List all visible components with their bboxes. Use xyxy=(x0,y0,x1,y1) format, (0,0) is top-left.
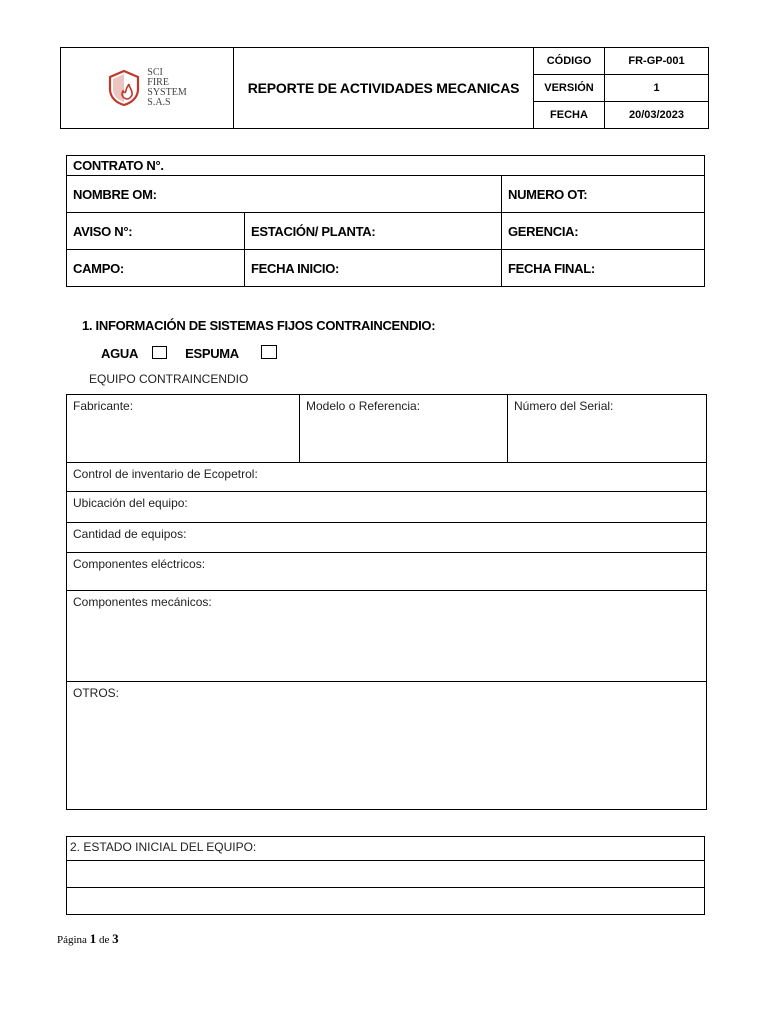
page-number: 1 xyxy=(89,931,97,946)
document-header xyxy=(60,47,709,129)
gerencia-field[interactable]: GERENCIA: xyxy=(502,213,705,250)
fecha-label: FECHA xyxy=(534,102,605,129)
equipo-label: EQUIPO CONTRAINCENDIO xyxy=(89,372,249,386)
fecha-final-field[interactable]: FECHA FINAL: xyxy=(502,250,705,287)
codigo-label: CÓDIGO xyxy=(534,48,605,75)
estado-inicial-line[interactable] xyxy=(67,888,705,915)
estado-inicial-line[interactable] xyxy=(67,861,705,888)
aviso-field[interactable]: AVISO N°: xyxy=(67,213,245,250)
fabricante-field[interactable]: Fabricante: xyxy=(67,395,300,463)
electricos-field[interactable]: Componentes eléctricos: xyxy=(67,553,707,591)
ubicacion-field[interactable]: Ubicación del equipo: xyxy=(67,492,707,523)
page-footer xyxy=(57,931,119,947)
system-type-checks xyxy=(101,345,277,361)
equipment-table xyxy=(66,394,707,810)
version-label: VERSIÓN xyxy=(534,75,605,102)
espuma-label: ESPUMA xyxy=(185,345,239,361)
logo-line: FIRE xyxy=(147,77,169,88)
logo-text xyxy=(147,68,186,108)
version-value: 1 xyxy=(605,75,709,102)
de-label: de xyxy=(98,934,110,946)
shield-flame-icon xyxy=(107,69,141,107)
logo-cell xyxy=(61,48,234,129)
fecha-inicio-field[interactable]: FECHA INICIO: xyxy=(245,250,502,287)
contract-info-table xyxy=(66,155,705,287)
section-1-title: 1. INFORMACIÓN DE SISTEMAS FIJOS CONTRAINCENDIO: xyxy=(82,318,436,333)
otros-field[interactable]: OTROS: xyxy=(67,682,707,810)
estado-inicial-table xyxy=(66,836,705,915)
fecha-value: 20/03/2023 xyxy=(605,102,709,129)
document-title: REPORTE DE ACTIVIDADES MECANICAS xyxy=(234,48,534,129)
serial-field[interactable]: Número del Serial: xyxy=(508,395,707,463)
inventario-field[interactable]: Control de inventario de Ecopetrol: xyxy=(67,463,707,492)
logo-line: S.A.S xyxy=(147,97,171,108)
agua-checkbox[interactable] xyxy=(152,346,167,359)
codigo-value: FR-GP-001 xyxy=(605,48,709,75)
estado-inicial-title: 2. ESTADO INICIAL DEL EQUIPO: xyxy=(67,837,705,861)
contrato-field[interactable]: CONTRATO N°. xyxy=(67,156,705,176)
logo-line: SYSTEM xyxy=(147,87,187,98)
logo-line: SCI xyxy=(147,67,163,78)
campo-field[interactable]: CAMPO: xyxy=(67,250,245,287)
pagina-label: Página xyxy=(57,934,87,946)
mecanicos-field[interactable]: Componentes mecánicos: xyxy=(67,591,707,682)
espuma-checkbox[interactable] xyxy=(261,345,277,359)
company-logo xyxy=(61,68,233,108)
agua-label: AGUA xyxy=(101,345,139,361)
numero-ot-field[interactable]: NUMERO OT: xyxy=(502,176,705,213)
total-pages: 3 xyxy=(112,931,119,946)
estacion-field[interactable]: ESTACIÓN/ PLANTA: xyxy=(245,213,502,250)
nombre-om-field[interactable]: NOMBRE OM: xyxy=(67,176,502,213)
modelo-field[interactable]: Modelo o Referencia: xyxy=(300,395,508,463)
cantidad-field[interactable]: Cantidad de equipos: xyxy=(67,523,707,553)
